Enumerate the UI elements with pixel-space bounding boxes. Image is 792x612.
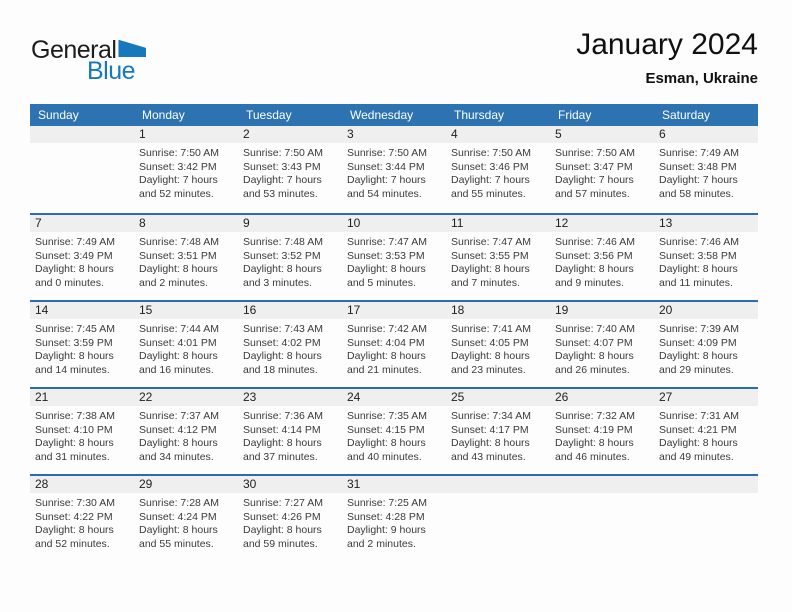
daylight-text: Daylight: 8 hours xyxy=(659,437,738,449)
sunset-text: Sunset: 4:19 PM xyxy=(555,423,633,436)
daylight-text: and 11 minutes. xyxy=(659,276,733,289)
daylight-text: Daylight: 8 hours xyxy=(139,350,218,362)
daylight-text: Daylight: 8 hours xyxy=(555,263,634,275)
day-sun-info xyxy=(238,232,342,290)
day-number-band: 23 xyxy=(238,389,342,406)
sunset-text: Sunset: 4:04 PM xyxy=(347,336,425,349)
sunrise-text: Sunrise: 7:50 AM xyxy=(555,147,635,159)
day-number-band: 21 xyxy=(30,389,134,406)
day-number-band: 6 xyxy=(654,126,758,143)
daylight-text: Daylight: 8 hours xyxy=(243,263,322,275)
daylight-text: and 0 minutes. xyxy=(35,276,104,289)
day-cell-18 xyxy=(446,302,550,387)
day-number-band: 14 xyxy=(30,302,134,319)
day-sun-info xyxy=(550,232,654,290)
sunset-text: Sunset: 4:22 PM xyxy=(35,510,113,523)
day-sun-info xyxy=(446,319,550,377)
day-cell-23 xyxy=(238,389,342,474)
daylight-text: Daylight: 8 hours xyxy=(243,437,322,449)
day-cell-26 xyxy=(550,389,654,474)
sunrise-text: Sunrise: 7:48 AM xyxy=(243,236,323,248)
daylight-text: and 14 minutes. xyxy=(35,363,110,376)
sunset-text: Sunset: 3:53 PM xyxy=(347,249,425,262)
daylight-text: Daylight: 7 hours xyxy=(659,174,738,186)
day-cell-29 xyxy=(134,476,238,566)
day-cell-empty xyxy=(446,476,550,566)
sunrise-text: Sunrise: 7:44 AM xyxy=(139,323,219,335)
sunset-text: Sunset: 4:15 PM xyxy=(347,423,425,436)
day-cell-17 xyxy=(342,302,446,387)
day-sun-info xyxy=(342,493,446,551)
sunrise-text: Sunrise: 7:49 AM xyxy=(35,236,115,248)
sunset-text: Sunset: 4:21 PM xyxy=(659,423,737,436)
day-cell-21 xyxy=(30,389,134,474)
sunrise-text: Sunrise: 7:46 AM xyxy=(659,236,739,248)
weekday-header-saturday: Saturday xyxy=(662,108,711,122)
day-cell-9 xyxy=(238,215,342,300)
day-number-band xyxy=(446,476,550,493)
sunrise-text: Sunrise: 7:38 AM xyxy=(35,410,115,422)
sunset-text: Sunset: 3:49 PM xyxy=(35,249,113,262)
month-title: January 2024 xyxy=(576,28,758,61)
sunset-text: Sunset: 4:07 PM xyxy=(555,336,633,349)
day-number-band: 25 xyxy=(446,389,550,406)
daylight-text: and 52 minutes. xyxy=(139,187,214,200)
day-cell-13 xyxy=(654,215,758,300)
sunrise-text: Sunrise: 7:48 AM xyxy=(139,236,219,248)
daylight-text: Daylight: 8 hours xyxy=(659,263,738,275)
sunrise-text: Sunrise: 7:45 AM xyxy=(35,323,115,335)
daylight-text: and 54 minutes. xyxy=(347,187,422,200)
sunset-text: Sunset: 4:09 PM xyxy=(659,336,737,349)
day-sun-info xyxy=(238,493,342,551)
daylight-text: Daylight: 8 hours xyxy=(451,350,530,362)
daylight-text: and 5 minutes. xyxy=(347,276,416,289)
daylight-text: and 37 minutes. xyxy=(243,450,318,463)
sunset-text: Sunset: 4:02 PM xyxy=(243,336,321,349)
sunrise-text: Sunrise: 7:35 AM xyxy=(347,410,427,422)
daylight-text: and 40 minutes. xyxy=(347,450,422,463)
weekday-header-friday: Friday xyxy=(558,108,592,122)
logo-triangle-icon xyxy=(118,39,146,57)
sunrise-text: Sunrise: 7:40 AM xyxy=(555,323,635,335)
day-cell-20 xyxy=(654,302,758,387)
logo-word-general: General xyxy=(31,36,117,64)
daylight-text: and 55 minutes. xyxy=(139,537,214,550)
day-sun-info xyxy=(654,232,758,290)
daylight-text: and 53 minutes. xyxy=(243,187,318,200)
sunrise-text: Sunrise: 7:50 AM xyxy=(451,147,531,159)
day-sun-info xyxy=(134,143,238,201)
day-number-band xyxy=(654,476,758,493)
sunset-text: Sunset: 4:26 PM xyxy=(243,510,321,523)
daylight-text: Daylight: 8 hours xyxy=(555,350,634,362)
day-sun-info xyxy=(654,406,758,464)
day-number-band xyxy=(30,126,134,143)
title-block xyxy=(576,28,758,87)
sunrise-text: Sunrise: 7:27 AM xyxy=(243,497,323,509)
sunrise-text: Sunrise: 7:46 AM xyxy=(555,236,635,248)
daylight-text: and 57 minutes. xyxy=(555,187,630,200)
day-sun-info xyxy=(342,143,446,201)
day-number-band: 1 xyxy=(134,126,238,143)
day-sun-info xyxy=(342,319,446,377)
day-cell-10 xyxy=(342,215,446,300)
daylight-text: and 49 minutes. xyxy=(659,450,734,463)
day-cell-empty xyxy=(30,126,134,213)
daylight-text: and 55 minutes. xyxy=(451,187,526,200)
sunset-text: Sunset: 4:24 PM xyxy=(139,510,217,523)
sunset-text: Sunset: 3:48 PM xyxy=(659,160,737,173)
daylight-text: and 21 minutes. xyxy=(347,363,422,376)
day-number-band: 5 xyxy=(550,126,654,143)
sunset-text: Sunset: 4:05 PM xyxy=(451,336,529,349)
day-number-band: 2 xyxy=(238,126,342,143)
day-number-band: 30 xyxy=(238,476,342,493)
sunset-text: Sunset: 4:28 PM xyxy=(347,510,425,523)
day-number-band: 22 xyxy=(134,389,238,406)
day-sun-info xyxy=(550,406,654,464)
day-cell-5 xyxy=(550,126,654,213)
day-number-band: 17 xyxy=(342,302,446,319)
logo-word-blue: Blue xyxy=(87,57,136,85)
day-cell-15 xyxy=(134,302,238,387)
daylight-text: and 9 minutes. xyxy=(555,276,624,289)
weekday-header-tuesday: Tuesday xyxy=(246,108,292,122)
daylight-text: and 58 minutes. xyxy=(659,187,734,200)
day-cell-empty xyxy=(654,476,758,566)
sunrise-text: Sunrise: 7:41 AM xyxy=(451,323,531,335)
sunrise-text: Sunrise: 7:43 AM xyxy=(243,323,323,335)
day-number-band: 8 xyxy=(134,215,238,232)
day-number-band: 15 xyxy=(134,302,238,319)
day-number-band: 13 xyxy=(654,215,758,232)
sunset-text: Sunset: 4:14 PM xyxy=(243,423,321,436)
sunset-text: Sunset: 3:59 PM xyxy=(35,336,113,349)
daylight-text: Daylight: 8 hours xyxy=(35,524,114,536)
daylight-text: Daylight: 8 hours xyxy=(139,437,218,449)
calendar-table xyxy=(30,104,758,566)
daylight-text: and 52 minutes. xyxy=(35,537,110,550)
sunset-text: Sunset: 3:44 PM xyxy=(347,160,425,173)
day-cell-22 xyxy=(134,389,238,474)
sunset-text: Sunset: 4:12 PM xyxy=(139,423,217,436)
general-blue-logo xyxy=(31,36,146,86)
daylight-text: Daylight: 7 hours xyxy=(347,174,426,186)
day-number-band: 12 xyxy=(550,215,654,232)
sunset-text: Sunset: 3:55 PM xyxy=(451,249,529,262)
day-number-band: 4 xyxy=(446,126,550,143)
day-cell-27 xyxy=(654,389,758,474)
sunrise-text: Sunrise: 7:37 AM xyxy=(139,410,219,422)
daylight-text: and 43 minutes. xyxy=(451,450,526,463)
day-cell-25 xyxy=(446,389,550,474)
sunset-text: Sunset: 3:58 PM xyxy=(659,249,737,262)
day-cell-19 xyxy=(550,302,654,387)
daylight-text: Daylight: 7 hours xyxy=(243,174,322,186)
daylight-text: and 26 minutes. xyxy=(555,363,630,376)
sunset-text: Sunset: 4:10 PM xyxy=(35,423,113,436)
daylight-text: and 2 minutes. xyxy=(139,276,208,289)
day-cell-4 xyxy=(446,126,550,213)
sunset-text: Sunset: 3:52 PM xyxy=(243,249,321,262)
day-sun-info xyxy=(550,319,654,377)
day-cell-16 xyxy=(238,302,342,387)
daylight-text: Daylight: 8 hours xyxy=(139,524,218,536)
day-cell-empty xyxy=(550,476,654,566)
daylight-text: and 2 minutes. xyxy=(347,537,416,550)
day-sun-info xyxy=(342,406,446,464)
day-sun-info xyxy=(30,232,134,290)
daylight-text: Daylight: 8 hours xyxy=(35,437,114,449)
weeks-container xyxy=(30,126,758,566)
day-sun-info xyxy=(134,406,238,464)
sunset-text: Sunset: 3:46 PM xyxy=(451,160,529,173)
sunrise-text: Sunrise: 7:47 AM xyxy=(451,236,531,248)
day-sun-info xyxy=(238,406,342,464)
day-cell-11 xyxy=(446,215,550,300)
day-cell-14 xyxy=(30,302,134,387)
daylight-text: and 59 minutes. xyxy=(243,537,318,550)
daylight-text: and 3 minutes. xyxy=(243,276,312,289)
daylight-text: Daylight: 8 hours xyxy=(243,350,322,362)
day-cell-8 xyxy=(134,215,238,300)
sunrise-text: Sunrise: 7:25 AM xyxy=(347,497,427,509)
day-number-band: 31 xyxy=(342,476,446,493)
day-number-band: 16 xyxy=(238,302,342,319)
weekday-header-wednesday: Wednesday xyxy=(350,108,414,122)
sunset-text: Sunset: 3:51 PM xyxy=(139,249,217,262)
sunset-text: Sunset: 3:56 PM xyxy=(555,249,633,262)
daylight-text: Daylight: 8 hours xyxy=(347,263,426,275)
day-number-band: 20 xyxy=(654,302,758,319)
daylight-text: Daylight: 8 hours xyxy=(35,350,114,362)
sunset-text: Sunset: 3:42 PM xyxy=(139,160,217,173)
day-sun-info xyxy=(654,143,758,201)
day-cell-12 xyxy=(550,215,654,300)
day-cell-30 xyxy=(238,476,342,566)
sunrise-text: Sunrise: 7:50 AM xyxy=(243,147,323,159)
day-cell-31 xyxy=(342,476,446,566)
day-sun-info xyxy=(134,232,238,290)
sunrise-text: Sunrise: 7:49 AM xyxy=(659,147,739,159)
weekday-header-sunday: Sunday xyxy=(38,108,79,122)
daylight-text: Daylight: 8 hours xyxy=(347,350,426,362)
daylight-text: Daylight: 8 hours xyxy=(451,437,530,449)
sunrise-text: Sunrise: 7:28 AM xyxy=(139,497,219,509)
day-sun-info xyxy=(550,143,654,201)
day-cell-7 xyxy=(30,215,134,300)
day-number-band: 19 xyxy=(550,302,654,319)
weekday-header-monday: Monday xyxy=(142,108,185,122)
sunrise-text: Sunrise: 7:34 AM xyxy=(451,410,531,422)
day-sun-info xyxy=(446,232,550,290)
day-number-band: 11 xyxy=(446,215,550,232)
daylight-text: and 46 minutes. xyxy=(555,450,630,463)
day-cell-24 xyxy=(342,389,446,474)
daylight-text: Daylight: 7 hours xyxy=(555,174,634,186)
daylight-text: and 23 minutes. xyxy=(451,363,526,376)
daylight-text: Daylight: 8 hours xyxy=(35,263,114,275)
daylight-text: Daylight: 8 hours xyxy=(347,437,426,449)
day-sun-info xyxy=(238,319,342,377)
sunrise-text: Sunrise: 7:32 AM xyxy=(555,410,635,422)
day-number-band: 28 xyxy=(30,476,134,493)
sunrise-text: Sunrise: 7:31 AM xyxy=(659,410,739,422)
sunrise-text: Sunrise: 7:50 AM xyxy=(139,147,219,159)
day-number-band xyxy=(550,476,654,493)
day-cell-28 xyxy=(30,476,134,566)
week-row xyxy=(30,126,758,213)
daylight-text: Daylight: 8 hours xyxy=(243,524,322,536)
weekday-header-thursday: Thursday xyxy=(454,108,505,122)
week-row xyxy=(30,387,758,474)
day-cell-6 xyxy=(654,126,758,213)
week-row xyxy=(30,213,758,300)
daylight-text: and 16 minutes. xyxy=(139,363,214,376)
sunrise-text: Sunrise: 7:30 AM xyxy=(35,497,115,509)
daylight-text: and 29 minutes. xyxy=(659,363,734,376)
day-number-band: 9 xyxy=(238,215,342,232)
sunrise-text: Sunrise: 7:36 AM xyxy=(243,410,323,422)
daylight-text: and 34 minutes. xyxy=(139,450,214,463)
sunset-text: Sunset: 3:47 PM xyxy=(555,160,633,173)
day-number-band: 24 xyxy=(342,389,446,406)
day-sun-info xyxy=(134,319,238,377)
sunrise-text: Sunrise: 7:39 AM xyxy=(659,323,739,335)
day-sun-info xyxy=(30,406,134,464)
sunset-text: Sunset: 3:43 PM xyxy=(243,160,321,173)
day-number-band: 26 xyxy=(550,389,654,406)
sunset-text: Sunset: 4:01 PM xyxy=(139,336,217,349)
daylight-text: Daylight: 7 hours xyxy=(451,174,530,186)
location-subtitle: Esman, Ukraine xyxy=(645,70,758,87)
week-row xyxy=(30,300,758,387)
day-number-band: 7 xyxy=(30,215,134,232)
day-sun-info xyxy=(446,406,550,464)
sunrise-text: Sunrise: 7:47 AM xyxy=(347,236,427,248)
day-cell-1 xyxy=(134,126,238,213)
day-sun-info xyxy=(446,143,550,201)
weekday-header-row xyxy=(30,104,758,126)
sunrise-text: Sunrise: 7:50 AM xyxy=(347,147,427,159)
day-sun-info xyxy=(238,143,342,201)
day-sun-info xyxy=(30,319,134,377)
daylight-text: Daylight: 8 hours xyxy=(555,437,634,449)
day-sun-info xyxy=(342,232,446,290)
daylight-text: and 31 minutes. xyxy=(35,450,110,463)
daylight-text: Daylight: 9 hours xyxy=(347,524,426,536)
day-sun-info xyxy=(30,493,134,551)
sunrise-text: Sunrise: 7:42 AM xyxy=(347,323,427,335)
daylight-text: Daylight: 8 hours xyxy=(451,263,530,275)
daylight-text: Daylight: 8 hours xyxy=(659,350,738,362)
day-number-band: 29 xyxy=(134,476,238,493)
day-cell-3 xyxy=(342,126,446,213)
day-number-band: 18 xyxy=(446,302,550,319)
day-number-band: 3 xyxy=(342,126,446,143)
day-number-band: 10 xyxy=(342,215,446,232)
daylight-text: Daylight: 8 hours xyxy=(139,263,218,275)
daylight-text: and 7 minutes. xyxy=(451,276,520,289)
day-sun-info xyxy=(134,493,238,551)
week-row xyxy=(30,474,758,566)
daylight-text: and 18 minutes. xyxy=(243,363,318,376)
daylight-text: Daylight: 7 hours xyxy=(139,174,218,186)
sunset-text: Sunset: 4:17 PM xyxy=(451,423,529,436)
day-number-band: 27 xyxy=(654,389,758,406)
day-cell-2 xyxy=(238,126,342,213)
day-sun-info xyxy=(654,319,758,377)
